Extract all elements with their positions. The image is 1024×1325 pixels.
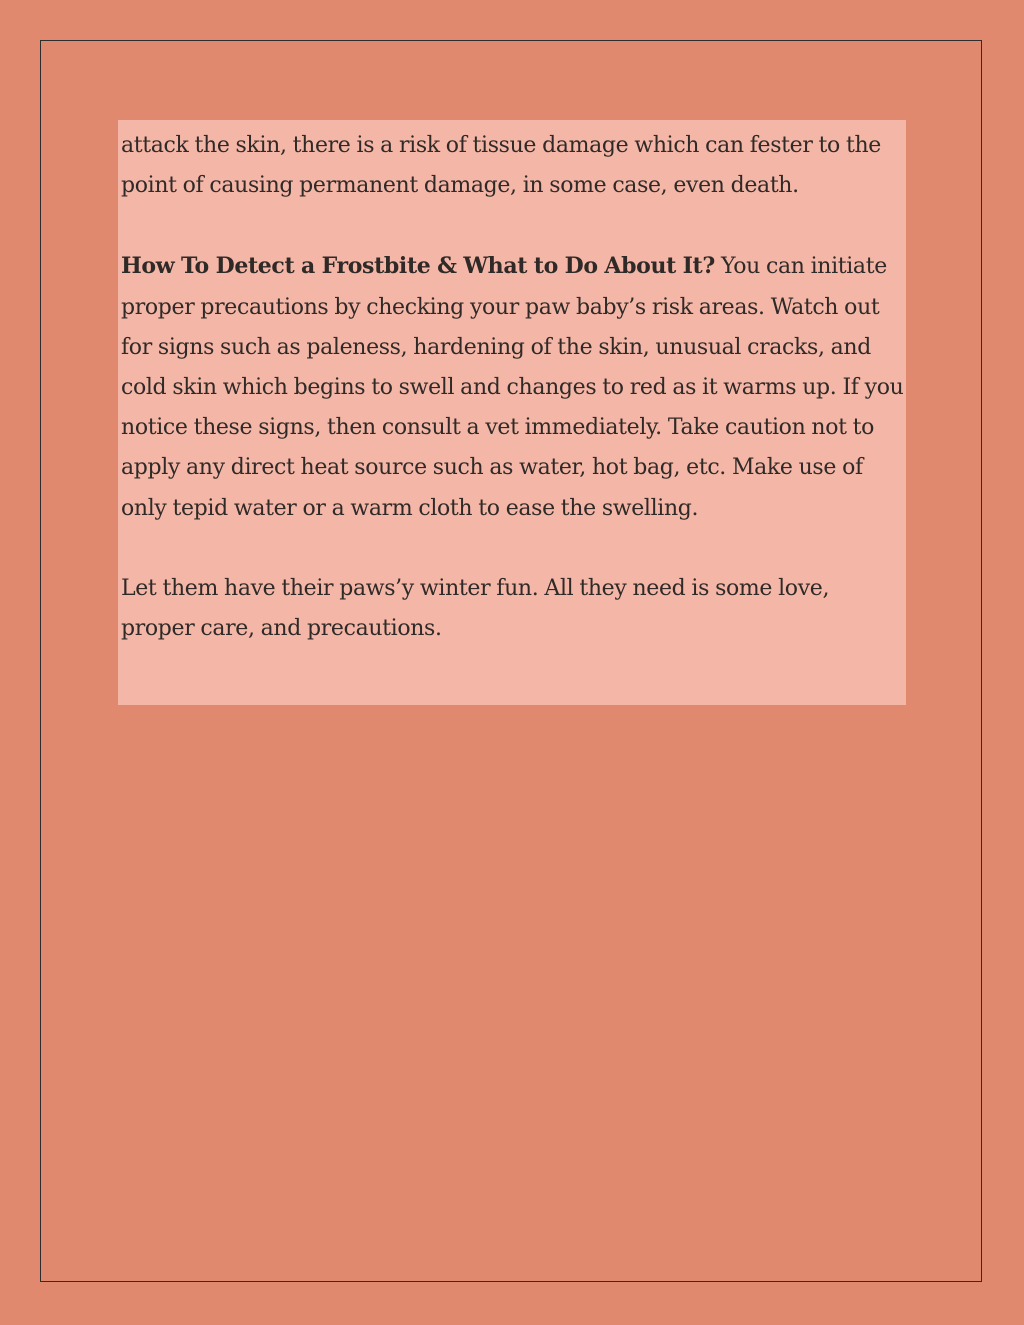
article-paragraph-3	[121, 569, 904, 649]
article-text-panel	[118, 120, 906, 705]
paragraph-1-body: attack the skin, there is a risk of tissue damage which can fester to the point of causing permanent damage, in some case, even death.	[121, 133, 881, 199]
article-paragraph-1	[121, 126, 904, 206]
article-paragraph-2	[121, 246, 904, 528]
paragraph-2-body: You can initiate proper precautions by checking your paw baby’s risk areas. Watch out for signs such as paleness, hardening of the skin, unusual cracks, and cold skin which begins to swell and changes to red as it warms up. If you notice these signs, then consult a vet immediately. Take caution not to apply any direct heat source such as water, hot bag, etc. Make use of only tepid water or a warm cloth to ease the swelling.	[121, 254, 904, 521]
paragraph-3-body: Let them have their paws’y winter fun. All they need is some love, proper care, and precautions.	[121, 575, 830, 642]
frostbite-section-heading: How To Detect a Frostbite & What to Do About It?	[121, 253, 715, 280]
